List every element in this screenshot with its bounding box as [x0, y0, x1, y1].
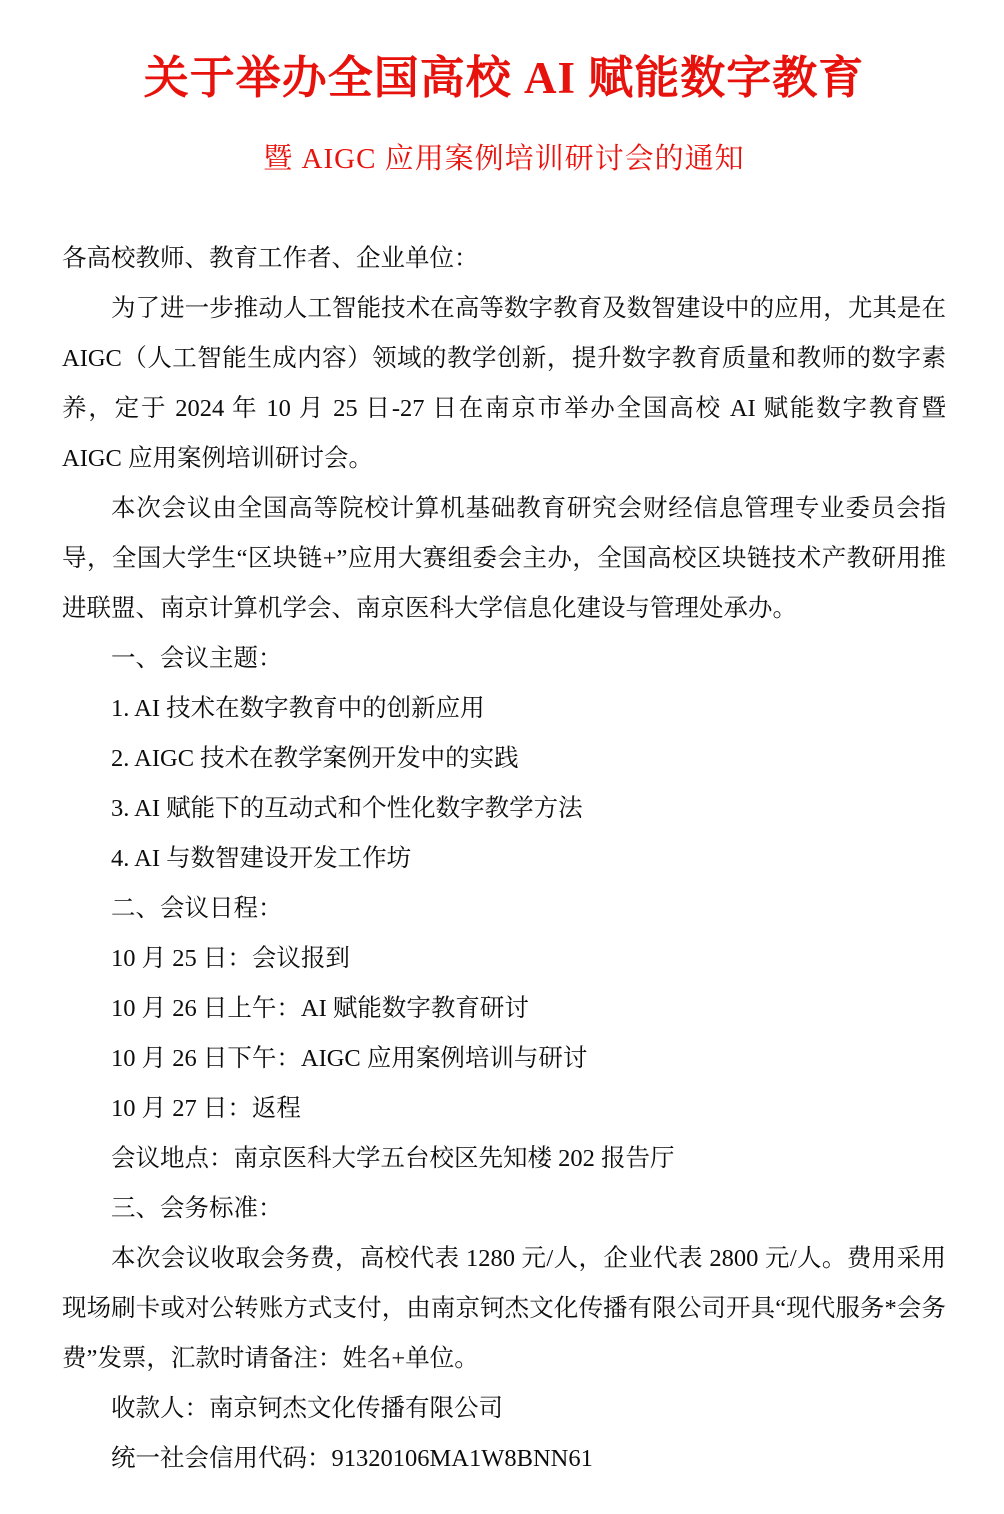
- section-topics-heading: 一、会议主题：: [111, 645, 283, 673]
- document-title: 关于举办全国高校 AI 赋能数字教育: [143, 53, 865, 103]
- document-body: [62, 234, 946, 1484]
- intro-paragraph: 为了进一步推动人工智能技术在高等数字教育及数智建设中的应用，尤其是在 AIGC（人工智能生成内容）领域的教学创新，提升数字教育质量和教师的数字素养，定于 2024 年 10 月 25 日-27 日在南京市举办全国高校 AI 赋能数字教育暨 AIGC 应用案例培训研讨会。: [62, 295, 946, 473]
- agenda-item-1: 10 月 25 日：会议报到: [111, 945, 350, 973]
- salutation-line: 各高校教师、教育工作者、企业单位：: [62, 245, 479, 273]
- topic-item-4: 4. AI 与数智建设开发工作坊: [111, 845, 412, 873]
- venue-line: 会议地点：南京医科大学五台校区先知楼 202 报告厅: [111, 1145, 675, 1173]
- section-fees-heading: 三、会务标准：: [111, 1195, 283, 1223]
- topic-item-2: 2. AIGC 技术在教学案例开发中的实践: [111, 745, 519, 773]
- agenda-item-4: 10 月 27 日：返程: [111, 1095, 301, 1123]
- section-agenda-heading: 二、会议日程：: [111, 895, 283, 923]
- payee-line: 收款人：南京钶杰文化传播有限公司: [111, 1395, 503, 1423]
- agenda-item-3: 10 月 26 日下午：AIGC 应用案例培训与研讨: [111, 1045, 588, 1073]
- organizers-paragraph: 本次会议由全国高等院校计算机基础教育研究会财经信息管理专业委员会指导，全国大学生“区块链+”应用大赛组委会主办，全国高校区块链技术产教研用推进联盟、南京计算机学会、南京医科大学信息化建设与管理处承办。: [62, 495, 946, 623]
- credit-code-line: 统一社会信用代码：91320106MA1W8BNN61: [111, 1445, 593, 1473]
- document-subtitle: 暨 AIGC 应用案例培训研讨会的通知: [263, 142, 745, 175]
- topic-item-1: 1. AI 技术在数字教育中的创新应用: [111, 695, 485, 723]
- topic-item-3: 3. AI 赋能下的互动式和个性化数字教学方法: [111, 795, 583, 823]
- agenda-item-2: 10 月 26 日上午：AI 赋能数字教育研讨: [111, 995, 529, 1023]
- fees-paragraph: 本次会议收取会务费，高校代表 1280 元/人，企业代表 2800 元/人。费用采用现场刷卡或对公转账方式支付，由南京钶杰文化传播有限公司开具“现代服务*会务费”发票，汇款时请备注：姓名+单位。: [62, 1245, 946, 1373]
